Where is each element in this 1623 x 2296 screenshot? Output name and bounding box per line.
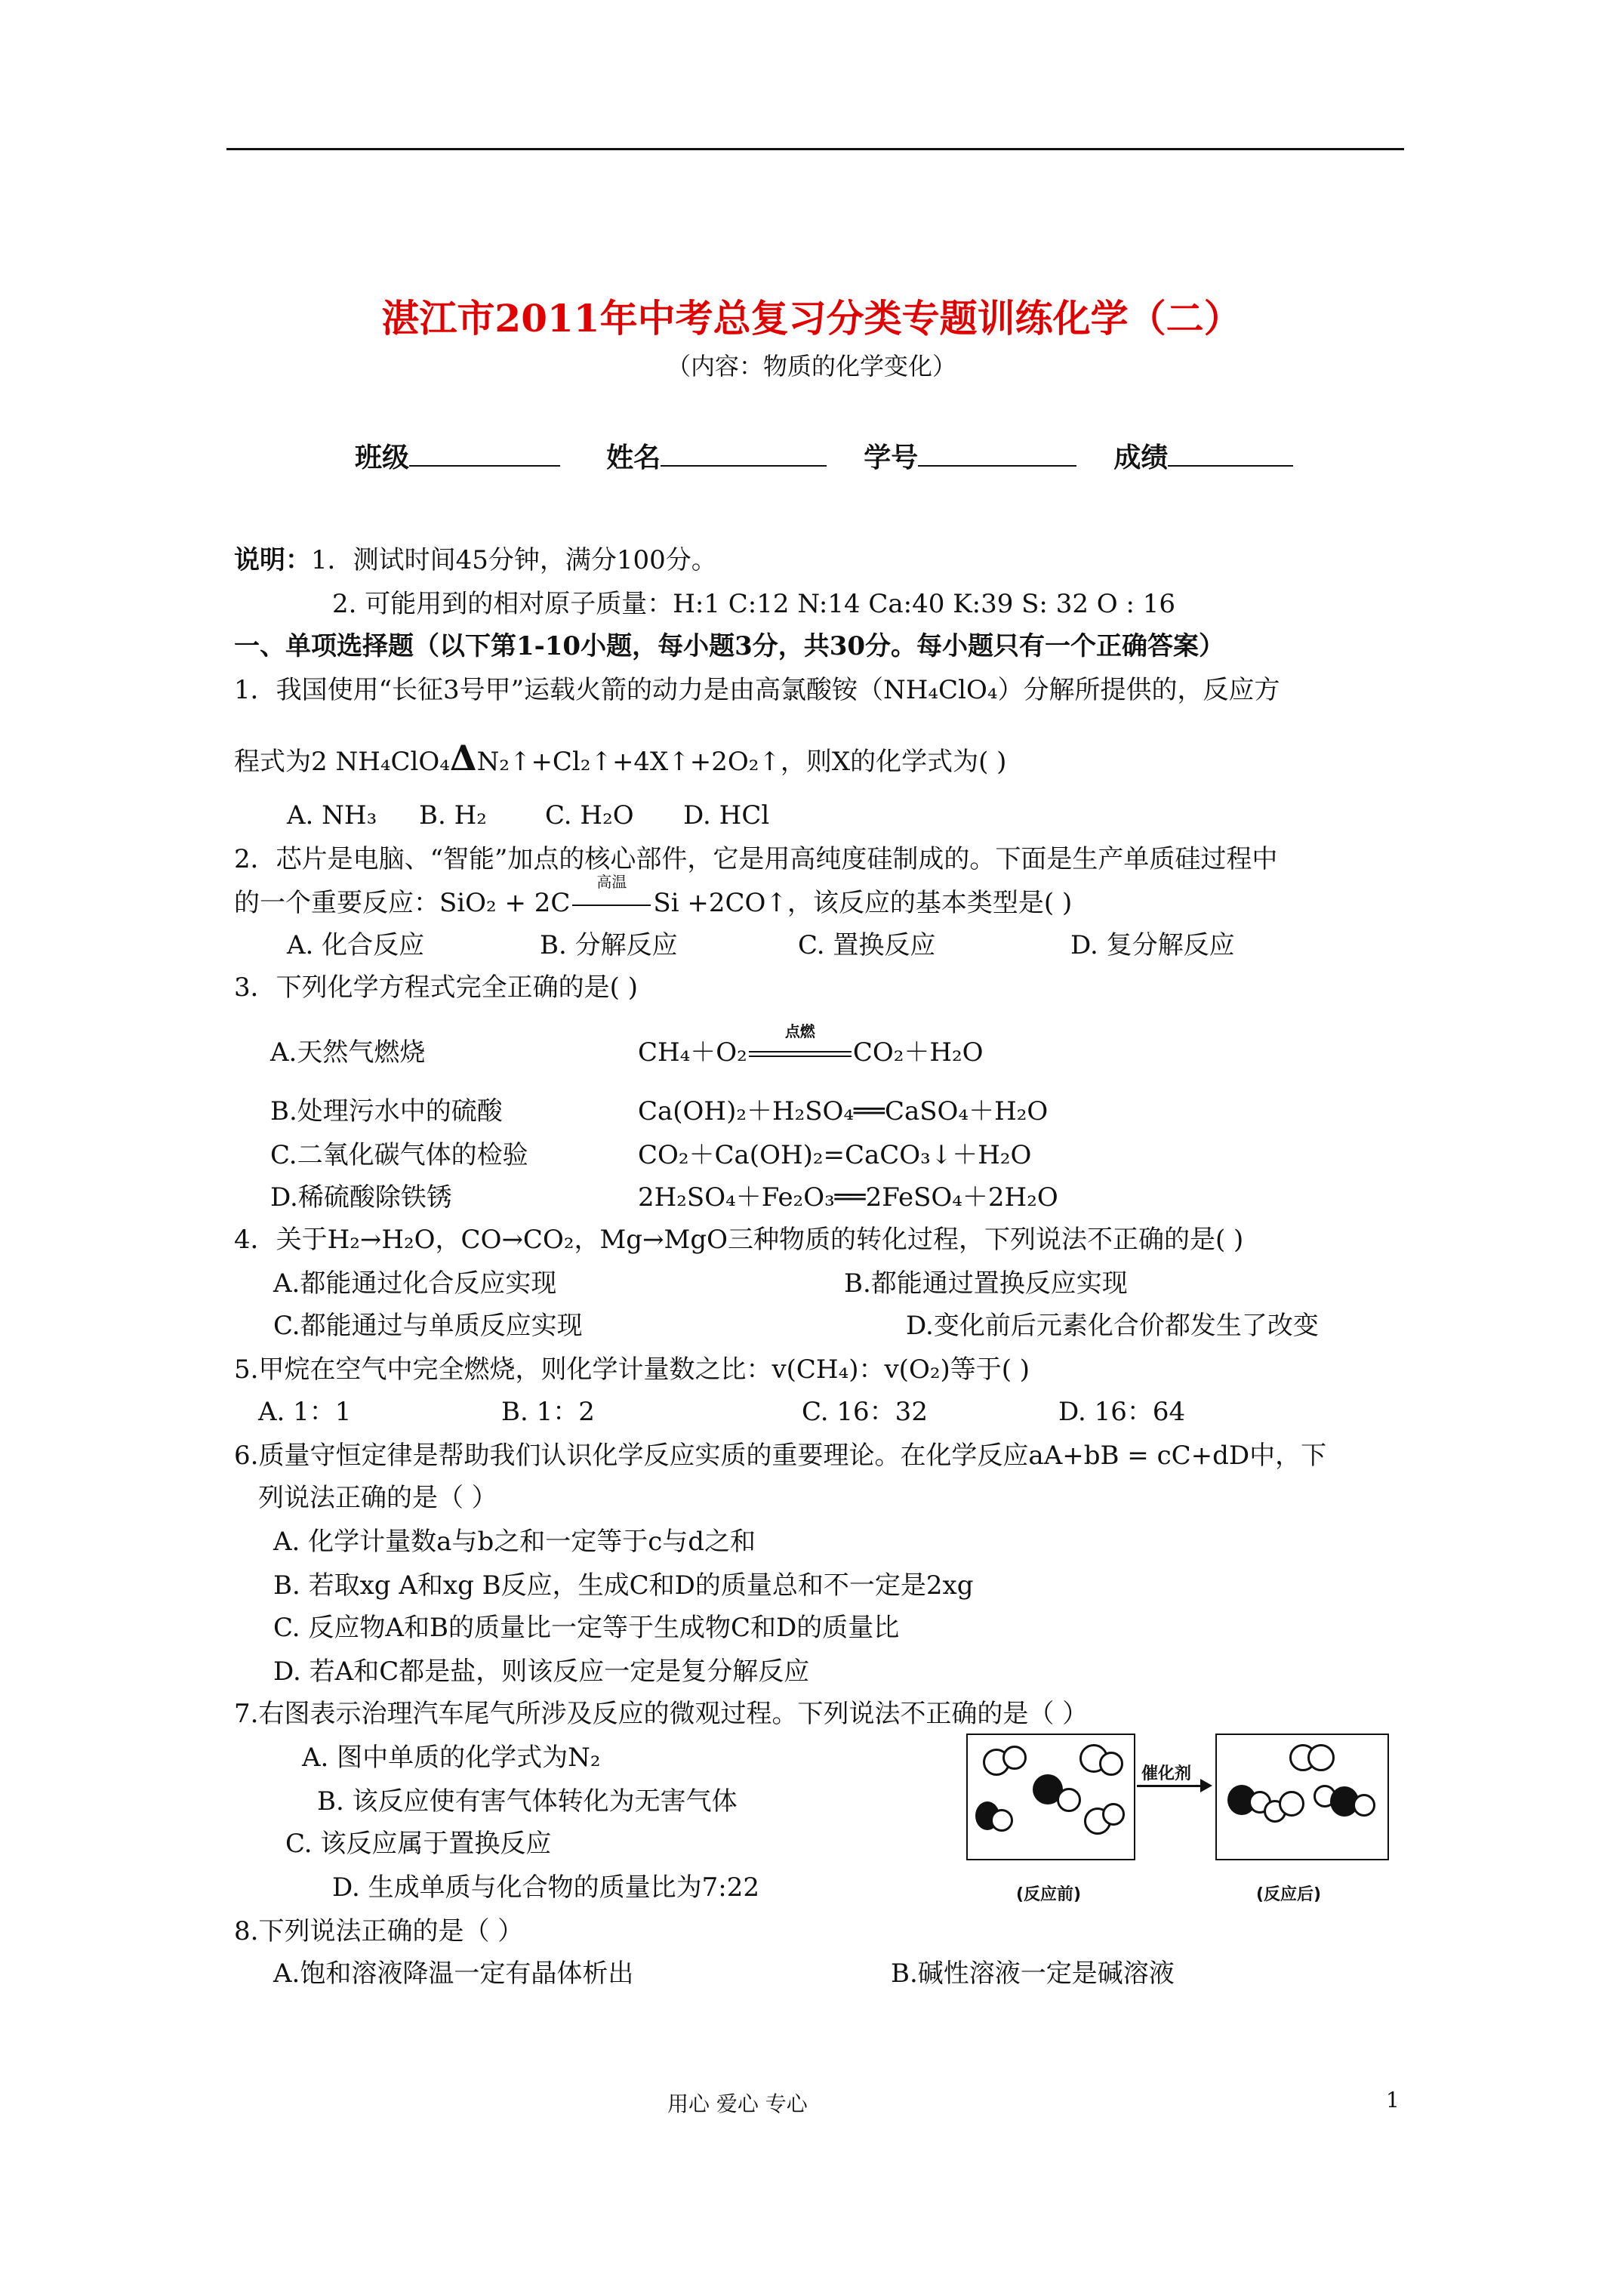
q4-stem: 4．关于H₂→H₂O，CO→CO₂，Mg→MgO三种物质的转化过程，下列说法不正确的是( ) [234,1225,1244,1255]
field-name-label: 姓名 [606,442,661,473]
q2-option-d[interactable]: D. 复分解反应 [1070,930,1235,960]
field-class-label: 班级 [355,442,410,473]
q3-ignite-arrow: 点燃 [747,1037,853,1068]
field-score-blank[interactable] [1168,442,1293,467]
reaction-figure [966,1734,1389,1907]
field-name-blank[interactable] [661,442,827,467]
q3-item-b-label[interactable]: B.处理污水中的硫酸 [270,1096,503,1126]
q1-option-a[interactable]: A. NH₃ [287,800,377,831]
q5-option-a[interactable]: A. 1：1 [258,1397,352,1427]
field-id-label: 学号 [864,442,919,473]
q3-item-d-label[interactable]: D.稀硫酸除铁锈 [270,1182,452,1213]
q4-option-c[interactable]: C.都能通过与单质反应实现 [273,1311,583,1341]
q5-option-d[interactable]: D. 16：64 [1058,1397,1186,1427]
field-id-blank[interactable] [918,442,1076,467]
q1-line1: 1．我国使用“长征3号甲”运载火箭的动力是由高氯酸铵（NH₄ClO₄）分解所提供的，反应方 [234,675,1280,705]
arrow-line [1137,1785,1203,1787]
q1-line2 [234,738,1007,778]
molecule-atom [1002,1746,1027,1770]
q2-option-a[interactable]: A. 化合反应 [287,930,425,960]
molecule-atom [990,1809,1013,1832]
q1-eq-right: N₂↑+Cl₂↑+4X↑+2O₂↑，则X的化学式为( ) [476,747,1007,777]
molecule-atom [1353,1794,1375,1817]
q3-item-a-label[interactable]: A.天然气燃烧 [270,1037,426,1068]
field-class-blank[interactable] [409,442,560,467]
q2-eq-right: Si +2CO↑，该反应的基本类型是( ) [653,888,1073,918]
q6-option-c[interactable]: C. 反应物A和B的质量比一定等于生成物C和D的质量比 [273,1613,900,1643]
page-title: 湛江市2011年中考总复习分类专题训练化学（二） [381,296,1242,341]
q7-option-c[interactable]: C. 该反应属于置换反应 [285,1829,552,1859]
molecule-atom [1099,1752,1123,1776]
q5-option-b[interactable]: B. 1：2 [501,1397,595,1427]
q3-stem: 3．下列化学方程式完全正确的是( ) [234,972,638,1003]
before-box [966,1734,1135,1860]
notes-label: 说明： [234,545,311,575]
q7-option-d[interactable]: D. 生成单质与化合物的质量比为7:22 [332,1872,760,1903]
q3-item-b-equation: Ca(OH)₂＋H₂SO₄══CaSO₄＋H₂O [638,1096,1049,1126]
q7-option-a[interactable]: A. 图中单质的化学式为N₂ [302,1743,601,1773]
footer-motto: 用心 爱心 专心 [667,2091,808,2116]
q4-option-d[interactable]: D.变化前后元素化合价都发生了改变 [906,1311,1319,1341]
note-1: 1．测试时间45分钟，满分100分。 [311,545,717,575]
q7-stem: 7.右图表示治理汽车尾气所涉及反应的微观过程。下列说法不正确的是（ ） [234,1699,1089,1729]
q3-item-a-equation: CH₄＋O₂ 点燃 CO₂＋H₂O [638,1022,984,1068]
q4-option-b[interactable]: B.都能通过置换反应实现 [844,1268,1128,1299]
q8-option-a[interactable]: A.饱和溶液降温一定有晶体析出 [273,1959,634,1989]
q1-option-b[interactable]: B. H₂ [419,800,487,831]
field-score-label: 成绩 [1113,442,1169,473]
page-number: 1 [1386,2088,1400,2113]
q1-option-c[interactable]: C. H₂O [545,800,634,831]
header-rule [226,148,1404,150]
q2-condition-arrow: 高温 [570,888,653,918]
molecule-atom [1102,1803,1125,1826]
q8-stem: 8.下列说法正确的是（ ） [234,1916,524,1946]
molecule-atom [1307,1744,1335,1771]
q2-option-b[interactable]: B. 分解反应 [540,930,678,960]
molecule-atom [1279,1791,1304,1817]
after-box [1215,1734,1389,1860]
q3-item-d-equation: 2H₂SO₄＋Fe₂O₃══2FeSO₄＋2H₂O [638,1182,1058,1213]
molecule-atom [1057,1788,1081,1812]
after-label: (反应后) [1256,1885,1322,1904]
section-title: 一、单项选择题（以下第1-10小题，每小题3分，共30分。每小题只有一个正确答案） [234,631,1225,661]
q7-option-b[interactable]: B. 该反应使有害气体转化为无害气体 [317,1786,738,1817]
q1-eq-left: 程式为2 NH₄ClO₄ [234,747,450,777]
q2-option-c[interactable]: C. 置换反应 [798,930,936,960]
q6-option-d[interactable]: D. 若A和C都是盐，则该反应一定是复分解反应 [273,1657,810,1687]
q2-line2 [234,873,1073,918]
q6-line1: 6.质量守恒定律是帮助我们认识化学反应实质的重要理论。在化学反应aA+bB = cC+dD中，下 [234,1441,1327,1471]
q6-line2: 列说法正确的是（ ） [258,1483,497,1513]
q3-item-c-label[interactable]: C.二氧化碳气体的检验 [270,1140,528,1170]
q5-option-c[interactable]: C. 16：32 [802,1397,928,1427]
section-heading [234,631,1224,661]
note-2: 2. 可能用到的相对原子质量：H:1 C:12 N:14 Ca:40 K:39 S: 32 O : 16 [332,589,1175,619]
q3-item-c-equation: CO₂＋Ca(OH)₂=CaCO₃↓＋H₂O [638,1140,1032,1170]
q6-option-b[interactable]: B. 若取xg A和xg B反应，生成C和D的质量总和不一定是2xg [273,1570,974,1601]
q4-option-a[interactable]: A.都能通过化合反应实现 [273,1268,557,1299]
q2-eq-left: 的一个重要反应：SiO₂ + 2C [234,888,571,918]
q6-option-a[interactable]: A. 化学计量数a与b之和一定等于c与d之和 [273,1527,756,1557]
info-fields [355,436,1293,475]
before-label: (反应前) [1016,1885,1082,1904]
page-subtitle: （内容：物质的化学变化） [666,352,956,381]
catalyst-label: 催化剂 [1141,1764,1192,1783]
q2-line1: 2．芯片是电脑、“智能”加点的核心部件，它是用高纯度硅制成的。下面是生产单质硅过程中 [234,844,1278,874]
q8-option-b[interactable]: B.碱性溶液一定是碱溶液 [891,1959,1175,1989]
q1-option-d[interactable]: D. HCl [683,800,770,831]
notes-line1 [234,545,717,575]
heat-symbol: Δ [449,738,477,778]
arrow-head-icon [1200,1779,1212,1792]
q5-stem: 5.甲烷在空气中完全燃烧，则化学计量数之比：v(CH₄)：v(O₂)等于( ) [234,1354,1030,1385]
